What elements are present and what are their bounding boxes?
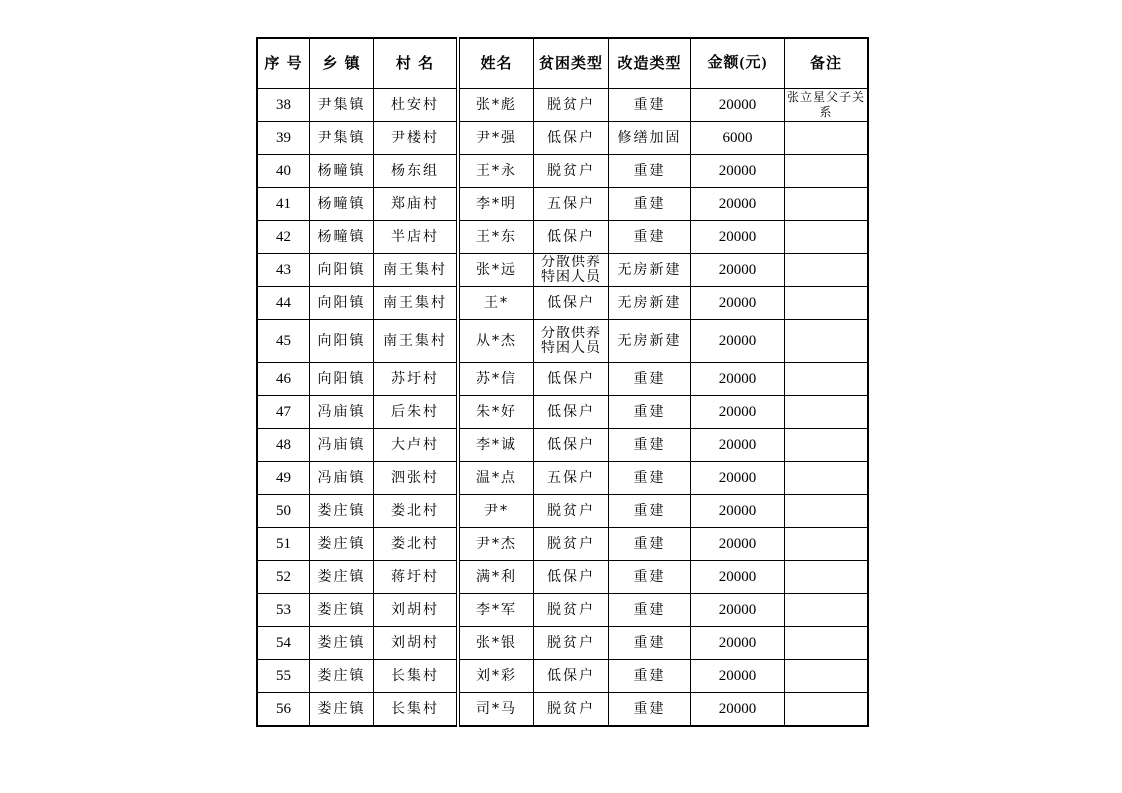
cell-poverty-type: 低保户 [534, 122, 609, 155]
cell-poverty-type-text: 分散供养特困人员 [541, 326, 601, 356]
cell-poverty-type: 脱贫户 [534, 528, 609, 561]
table-row [257, 528, 868, 561]
header-renovation-type: 改造类型 [609, 38, 691, 89]
cell-name: 温*点 [458, 462, 534, 495]
cell-amount: 20000 [691, 254, 785, 287]
cell-renovation-type: 重建 [609, 188, 691, 221]
cell-name: 朱*好 [458, 396, 534, 429]
cell-amount: 20000 [691, 462, 785, 495]
cell-village: 半店村 [374, 221, 459, 254]
cell-renovation-type: 重建 [609, 89, 691, 122]
cell-renovation-type: 重建 [609, 396, 691, 429]
cell-name: 张*远 [458, 254, 534, 287]
cell-note [785, 627, 869, 660]
cell-note [785, 89, 869, 122]
header-town: 乡 镇 [310, 38, 374, 89]
cell-note [785, 429, 869, 462]
cell-town: 尹集镇 [310, 122, 374, 155]
cell-town: 娄庄镇 [310, 528, 374, 561]
cell-seq: 46 [257, 363, 310, 396]
cell-town: 向阳镇 [310, 287, 374, 320]
cell-name: 王* [458, 287, 534, 320]
cell-note [785, 594, 869, 627]
table-row [257, 627, 868, 660]
cell-village: 娄北村 [374, 495, 459, 528]
table-row [257, 221, 868, 254]
table-row [257, 122, 868, 155]
table-body [257, 89, 868, 727]
cell-seq: 50 [257, 495, 310, 528]
cell-seq: 43 [257, 254, 310, 287]
cell-note [785, 495, 869, 528]
cell-renovation-type: 重建 [609, 561, 691, 594]
cell-poverty-type: 脱贫户 [534, 89, 609, 122]
cell-amount: 20000 [691, 495, 785, 528]
cell-amount: 20000 [691, 188, 785, 221]
cell-name: 满*利 [458, 561, 534, 594]
cell-renovation-type: 重建 [609, 528, 691, 561]
cell-name: 王*东 [458, 221, 534, 254]
cell-town: 杨疃镇 [310, 155, 374, 188]
cell-amount: 20000 [691, 396, 785, 429]
cell-note [785, 528, 869, 561]
cell-name: 张*彪 [458, 89, 534, 122]
cell-name: 刘*彩 [458, 660, 534, 693]
cell-note [785, 462, 869, 495]
cell-town: 向阳镇 [310, 320, 374, 363]
cell-seq: 49 [257, 462, 310, 495]
cell-renovation-type: 重建 [609, 221, 691, 254]
cell-note [785, 188, 869, 221]
cell-town: 冯庙镇 [310, 462, 374, 495]
cell-poverty-type: 低保户 [534, 221, 609, 254]
cell-town: 娄庄镇 [310, 594, 374, 627]
cell-seq: 52 [257, 561, 310, 594]
cell-seq: 48 [257, 429, 310, 462]
table-row [257, 155, 868, 188]
cell-seq: 40 [257, 155, 310, 188]
cell-renovation-type: 修缮加固 [609, 122, 691, 155]
cell-poverty-type [534, 254, 609, 287]
cell-name: 李*明 [458, 188, 534, 221]
cell-poverty-type: 五保户 [534, 188, 609, 221]
cell-name: 苏*信 [458, 363, 534, 396]
cell-renovation-type: 重建 [609, 363, 691, 396]
cell-town: 冯庙镇 [310, 429, 374, 462]
cell-village: 大卢村 [374, 429, 459, 462]
cell-name: 司*马 [458, 693, 534, 727]
table-row [257, 462, 868, 495]
cell-note [785, 221, 869, 254]
cell-renovation-type: 重建 [609, 594, 691, 627]
cell-seq: 42 [257, 221, 310, 254]
cell-town: 娄庄镇 [310, 627, 374, 660]
cell-note-text: 张立星父子关系 [787, 90, 865, 119]
header-seq: 序 号 [257, 38, 310, 89]
table-row [257, 561, 868, 594]
cell-renovation-type: 无房新建 [609, 287, 691, 320]
cell-note [785, 287, 869, 320]
table-row [257, 429, 868, 462]
cell-town: 杨疃镇 [310, 188, 374, 221]
cell-amount: 20000 [691, 693, 785, 727]
cell-note [785, 155, 869, 188]
cell-seq: 45 [257, 320, 310, 363]
cell-amount: 20000 [691, 660, 785, 693]
table-header-row [257, 38, 868, 89]
cell-village: 后朱村 [374, 396, 459, 429]
cell-note [785, 396, 869, 429]
cell-town: 娄庄镇 [310, 660, 374, 693]
table-row [257, 320, 868, 363]
cell-seq: 56 [257, 693, 310, 727]
cell-name: 李*军 [458, 594, 534, 627]
table-row [257, 287, 868, 320]
cell-renovation-type: 重建 [609, 627, 691, 660]
cell-poverty-type: 五保户 [534, 462, 609, 495]
cell-village: 杜安村 [374, 89, 459, 122]
cell-village: 长集村 [374, 693, 459, 727]
header-village: 村 名 [374, 38, 459, 89]
cell-seq: 54 [257, 627, 310, 660]
cell-note [785, 122, 869, 155]
cell-renovation-type: 重建 [609, 155, 691, 188]
cell-village: 杨东组 [374, 155, 459, 188]
cell-poverty-type: 脱贫户 [534, 693, 609, 727]
cell-seq: 51 [257, 528, 310, 561]
cell-amount: 6000 [691, 122, 785, 155]
cell-poverty-type: 低保户 [534, 561, 609, 594]
cell-poverty-type: 低保户 [534, 660, 609, 693]
cell-note [785, 254, 869, 287]
cell-seq: 47 [257, 396, 310, 429]
cell-name: 尹*强 [458, 122, 534, 155]
cell-town: 冯庙镇 [310, 396, 374, 429]
cell-village: 刘胡村 [374, 594, 459, 627]
cell-note [785, 363, 869, 396]
cell-village: 南王集村 [374, 254, 459, 287]
cell-name: 从*杰 [458, 320, 534, 363]
cell-town: 杨疃镇 [310, 221, 374, 254]
table-row [257, 660, 868, 693]
table-row [257, 495, 868, 528]
cell-town: 向阳镇 [310, 254, 374, 287]
table-row [257, 693, 868, 727]
table-row [257, 396, 868, 429]
cell-village: 刘胡村 [374, 627, 459, 660]
cell-amount: 20000 [691, 627, 785, 660]
header-amount: 金额(元) [691, 38, 785, 89]
table-row [257, 89, 868, 122]
cell-amount: 20000 [691, 594, 785, 627]
cell-amount: 20000 [691, 221, 785, 254]
cell-renovation-type: 重建 [609, 660, 691, 693]
cell-poverty-type [534, 320, 609, 363]
cell-renovation-type: 重建 [609, 462, 691, 495]
table-row [257, 254, 868, 287]
cell-village: 郑庙村 [374, 188, 459, 221]
cell-seq: 38 [257, 89, 310, 122]
cell-name: 尹* [458, 495, 534, 528]
cell-poverty-type: 低保户 [534, 363, 609, 396]
cell-poverty-type-text: 分散供养特困人员 [541, 255, 601, 285]
cell-village: 南王集村 [374, 287, 459, 320]
cell-amount: 20000 [691, 429, 785, 462]
cell-poverty-type: 低保户 [534, 287, 609, 320]
cell-renovation-type: 重建 [609, 693, 691, 727]
cell-village: 尹楼村 [374, 122, 459, 155]
cell-renovation-type: 重建 [609, 429, 691, 462]
cell-village: 蒋圩村 [374, 561, 459, 594]
housing-renovation-table [256, 37, 869, 727]
cell-village: 泗张村 [374, 462, 459, 495]
cell-renovation-type: 无房新建 [609, 320, 691, 363]
cell-seq: 44 [257, 287, 310, 320]
table-row [257, 363, 868, 396]
cell-renovation-type: 重建 [609, 495, 691, 528]
cell-town: 娄庄镇 [310, 495, 374, 528]
cell-town: 娄庄镇 [310, 561, 374, 594]
cell-amount: 20000 [691, 320, 785, 363]
cell-town: 娄庄镇 [310, 693, 374, 727]
cell-note [785, 660, 869, 693]
cell-name: 尹*杰 [458, 528, 534, 561]
cell-renovation-type: 无房新建 [609, 254, 691, 287]
cell-seq: 55 [257, 660, 310, 693]
header-name: 姓名 [458, 38, 534, 89]
cell-amount: 20000 [691, 561, 785, 594]
cell-seq: 53 [257, 594, 310, 627]
cell-village: 苏圩村 [374, 363, 459, 396]
cell-amount: 20000 [691, 528, 785, 561]
cell-seq: 41 [257, 188, 310, 221]
cell-village: 娄北村 [374, 528, 459, 561]
cell-poverty-type: 脱贫户 [534, 627, 609, 660]
cell-name: 李*诚 [458, 429, 534, 462]
cell-amount: 20000 [691, 155, 785, 188]
cell-poverty-type: 脱贫户 [534, 155, 609, 188]
cell-town: 向阳镇 [310, 363, 374, 396]
cell-note [785, 693, 869, 727]
header-poverty-type: 贫困类型 [534, 38, 609, 89]
cell-poverty-type: 低保户 [534, 396, 609, 429]
cell-amount: 20000 [691, 363, 785, 396]
cell-amount: 20000 [691, 287, 785, 320]
cell-town: 尹集镇 [310, 89, 374, 122]
cell-name: 张*银 [458, 627, 534, 660]
cell-poverty-type: 脱贫户 [534, 594, 609, 627]
cell-village: 长集村 [374, 660, 459, 693]
cell-village: 南王集村 [374, 320, 459, 363]
table-row [257, 594, 868, 627]
cell-amount: 20000 [691, 89, 785, 122]
header-note: 备注 [785, 38, 869, 89]
cell-poverty-type: 脱贫户 [534, 495, 609, 528]
cell-seq: 39 [257, 122, 310, 155]
table-row [257, 188, 868, 221]
cell-note [785, 561, 869, 594]
cell-name: 王*永 [458, 155, 534, 188]
cell-note [785, 320, 869, 363]
cell-poverty-type: 低保户 [534, 429, 609, 462]
